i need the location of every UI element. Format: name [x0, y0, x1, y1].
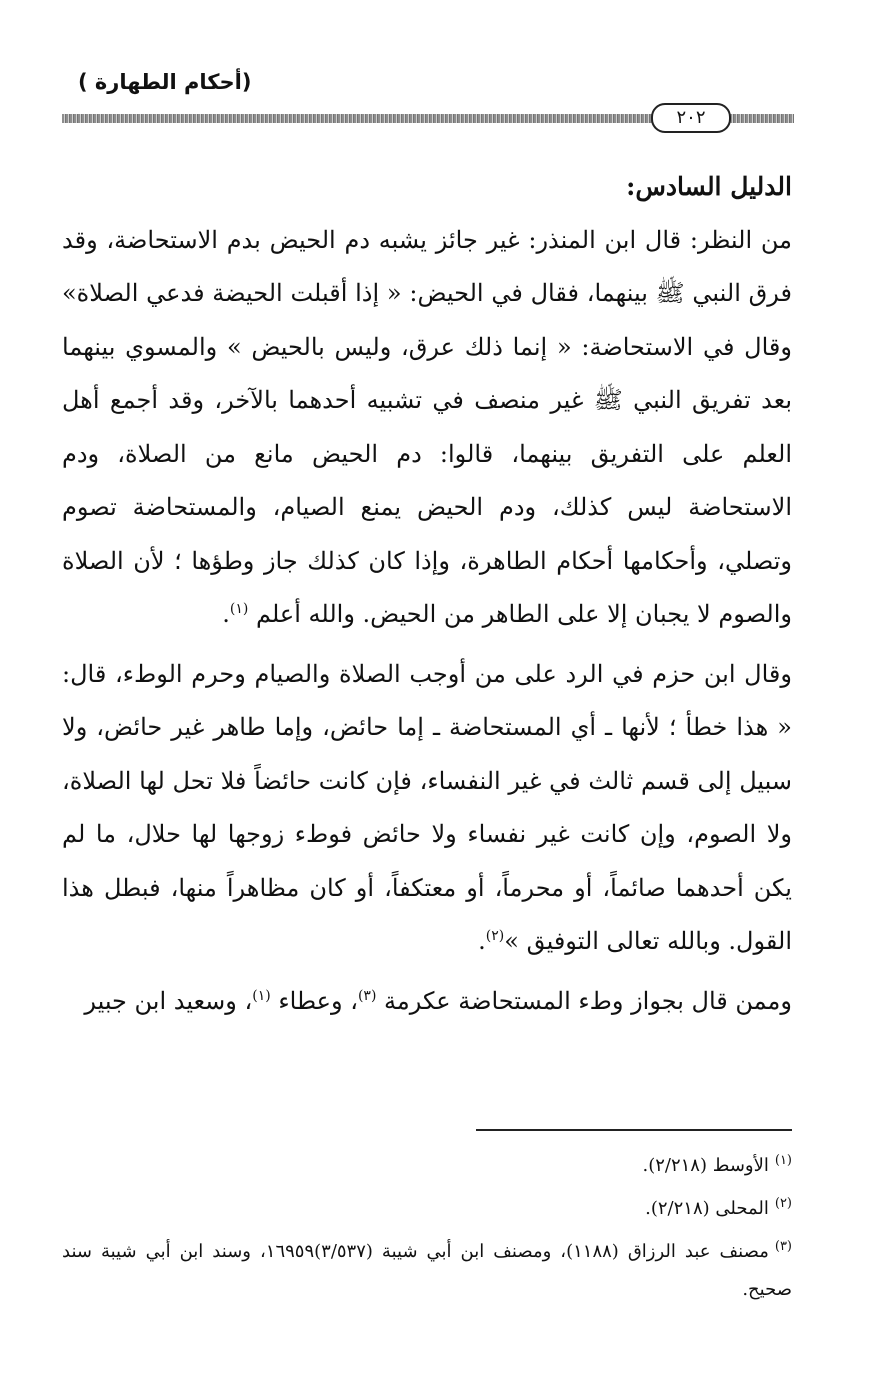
page-number: ٢٠٢ — [651, 103, 731, 133]
paragraph-2-text: وقال ابن حزم في الرد على من أوجب الصلاة والصيام وحرم الوطء، قال: « هذا خطأ ؛ لأنها ـ أي المستحاضة ـ إما حائض، وإما طاهر غير حائض، ولا سبيل إلى قسم ثالث في غير النفساء، فإن كانت حائضاً فلا تحل لها الصلاة، ولا الصوم، وإن كانت غير نفساء ولا حائض فوطء زوجها لها حلال، ما لم يكن أحدهما صائماً، أو محرماً، أو معتكفاً، أو كان مظاهراً منها، فبطل هذا القول. وبالله تعالى التوفيق » — [62, 659, 792, 955]
footnote-number: (١) — [774, 1153, 792, 1168]
footnote-2 — [62, 1185, 792, 1228]
paragraph-1-end: . — [222, 600, 230, 628]
footnote-ref-next-page[interactable]: (١) — [252, 987, 271, 1004]
paragraph-3-text-c: ، وسعيد ابن جبير — [84, 986, 253, 1015]
footnote-separator — [476, 1129, 792, 1131]
footnote-text: المحلى (٢/٢١٨). — [645, 1198, 769, 1219]
paragraph-2 — [62, 648, 792, 969]
paragraph-3 — [62, 975, 792, 1029]
main-text — [62, 160, 792, 1028]
paragraph-1-text: من النظر: قال ابن المنذر: غير جائز يشبه دم الحيض بدم الاستحاضة، وقد فرق النبي ﷺ بينهما، فقال في الحيض: « إذا أقبلت الحيضة فدعي الصلاة» وقال في الاستحاضة: « إنما ذلك عرق، وليس بالحيض » والمسوي بينهما بعد تفريق النبي ﷺ غير منصف في تشبيه أحدهما بالآخر، وقد أجمع أهل العلم على التفريق بينهما، قالوا: دم الحيض مانع من الصلاة، ودم الاستحاضة ليس كذلك، ودم الحيض يمنع الصيام، والمستحاضة تصوم وتصلي، وأحكامها أحكام الطاهرة، وإذا كان كذلك جاز وطؤها ؛ لأن الصلاة والصوم لا يجبان إلا على الطاهر من الحيض. والله أعلم — [62, 225, 792, 628]
footnote-text: مصنف عبد الرزاق (١١٨٨)، ومصنف ابن أبي شيبة (٣/٥٣٧)١٦٩٥٩، وسند ابن أبي شيبة سند صحيح. — [62, 1241, 792, 1300]
footnote-ref-2[interactable]: (٢) — [485, 928, 505, 944]
footnote-ref-1[interactable]: (١) — [229, 601, 249, 617]
section-heading: الدليل السادس: — [626, 172, 792, 201]
running-title: (أحكام الطهارة ) — [78, 70, 252, 94]
footnote-1 — [62, 1142, 792, 1185]
footnotes — [62, 1142, 792, 1309]
paragraph-2-end: . — [478, 927, 486, 955]
footnote-number: (٣) — [774, 1239, 792, 1254]
paragraph-3-text-a: وممن قال بجواز وطء المستحاضة عكرمة — [376, 986, 792, 1015]
footnote-text: الأوسط (٢/٢١٨). — [642, 1155, 769, 1176]
paragraph-3-text-b: ، وعطاء — [270, 986, 358, 1015]
footnote-3 — [62, 1228, 792, 1309]
footnote-ref-3[interactable]: (٣) — [357, 987, 377, 1004]
paragraph-1 — [62, 214, 792, 642]
footnote-number: (٢) — [774, 1196, 792, 1211]
